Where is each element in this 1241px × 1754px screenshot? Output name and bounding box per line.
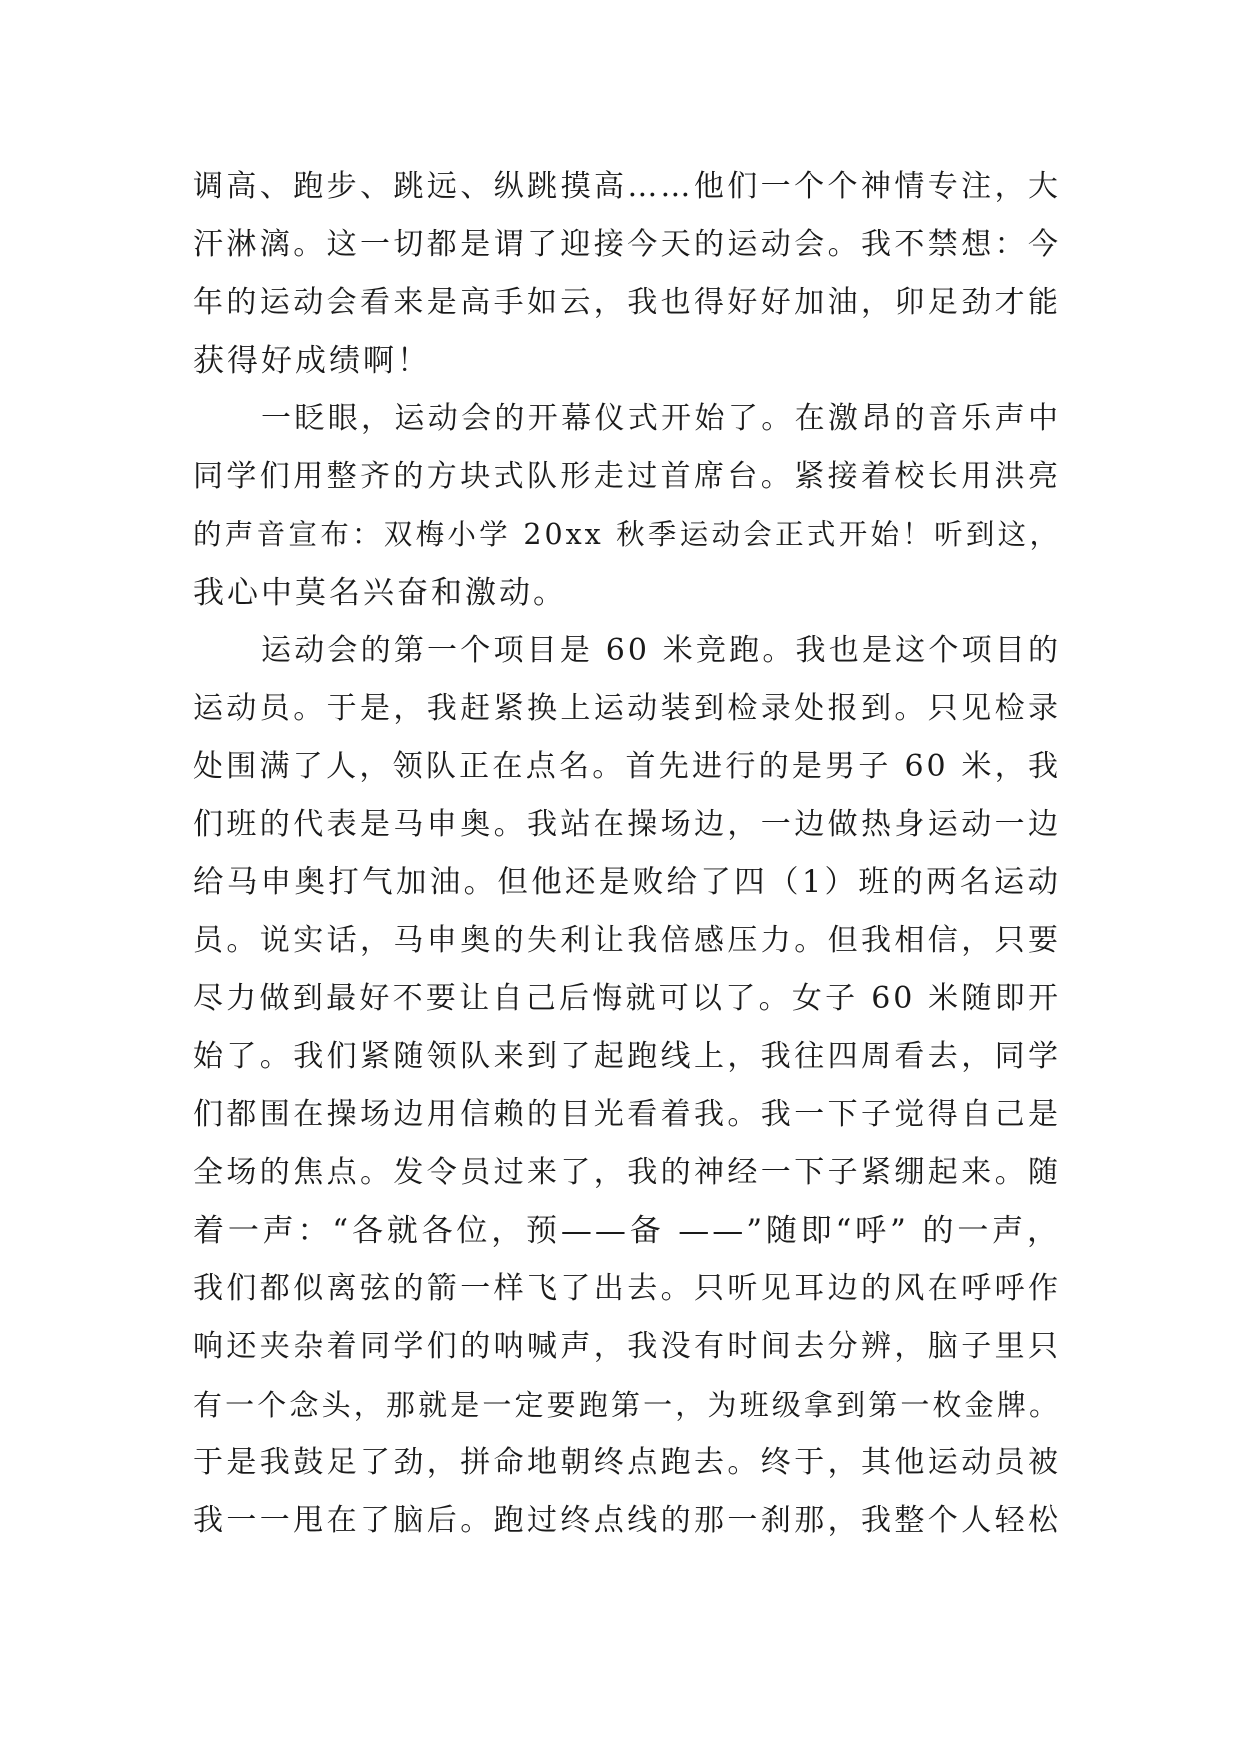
text-line: 获得好成绩啊！	[193, 343, 431, 379]
text-line: 我一一甩在了脑后。跑过终点线的那一刹那，我整个人轻松	[193, 1503, 1061, 1538]
text-line: 运动员。于是，我赶紧换上运动装到检录处报到。只见检录	[193, 691, 1061, 726]
paragraph-3	[193, 622, 1061, 1550]
text-line: 年的运动会看来是高手如云，我也得好好加油，卯足劲才能	[193, 285, 1061, 320]
text-line: 同学们用整齐的方块式队形走过首席台。紧接着校长用洪亮	[193, 459, 1061, 494]
text-line: 响还夹杂着同学们的呐喊声，我没有时间去分辨，脑子里只	[193, 1329, 1061, 1364]
document-body	[193, 158, 1061, 1550]
text-line: 们班的代表是马申奥。我站在操场边，一边做热身运动一边	[193, 807, 1061, 842]
text-line: 始了。我们紧随领队来到了起跑线上，我往四周看去，同学	[193, 1039, 1061, 1074]
text-line: 我们都似离弦的箭一样飞了出去。只听见耳边的风在呼呼作	[193, 1271, 1061, 1306]
text-line: 有一个念头，那就是一定要跑第一，为班级拿到第一枚金牌。	[193, 1388, 1061, 1422]
text-line: 运动会的第一个项目是 60 米竞跑。我也是这个项目的	[261, 633, 1061, 668]
text-line: 处围满了人，领队正在点名。首先进行的是男子 60 米，我	[193, 749, 1061, 784]
text-line: 们都围在操场边用信赖的目光看着我。我一下子觉得自己是	[193, 1097, 1061, 1132]
text-line: 全场的焦点。发令员过来了，我的神经一下子紧绷起来。随	[193, 1155, 1061, 1190]
text-line: 尽力做到最好不要让自己后悔就可以了。女子 60 米随即开	[193, 981, 1061, 1016]
text-line: 一眨眼，运动会的开幕仪式开始了。在激昂的音乐声中	[261, 401, 1061, 436]
text-line: 员。说实话，马申奥的失利让我倍感压力。但我相信，只要	[193, 923, 1061, 958]
text-line: 于是我鼓足了劲，拼命地朝终点跑去。终于，其他运动员被	[193, 1445, 1061, 1480]
paragraph-2	[193, 390, 1061, 622]
text-line: 给马申奥打气加油。但他还是败给了四（1）班的两名运动	[193, 865, 1061, 900]
text-line: 调高、跑步、跳远、纵跳摸高……他们一个个神情专注，大	[193, 169, 1061, 204]
text-line: 汗淋漓。这一切都是谓了迎接今天的运动会。我不禁想：今	[193, 227, 1061, 262]
paragraph-1	[193, 158, 1061, 390]
text-line: 的声音宣布：双梅小学 20xx 秋季运动会正式开始！听到这，	[193, 518, 1061, 551]
text-line: 着一声：“各就各位，预——备 ——”随即“呼” 的一声，	[193, 1213, 1061, 1249]
text-line: 我心中莫名兴奋和激动。	[193, 575, 567, 611]
